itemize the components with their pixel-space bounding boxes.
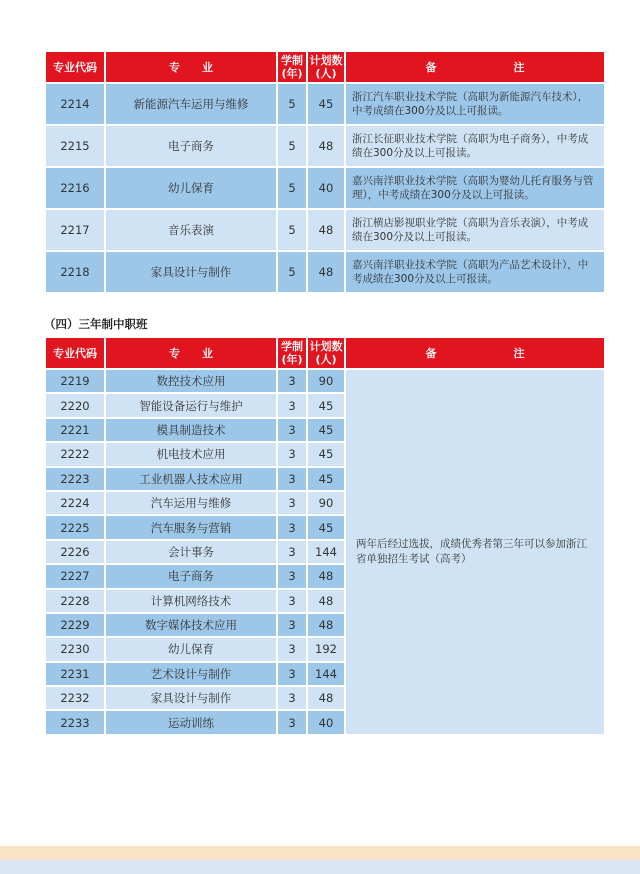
cell-duration: 5	[277, 167, 307, 209]
header-major: 专 业	[105, 337, 277, 369]
cell-major: 新能源汽车运用与维修	[105, 83, 277, 125]
table-row	[45, 125, 605, 167]
header-major: 专 业	[105, 51, 277, 83]
cell-duration: 3	[277, 686, 307, 710]
cell-plan: 40	[307, 710, 345, 734]
header-duration: 学制(年)	[277, 51, 307, 83]
cell-plan: 48	[307, 125, 345, 167]
cell-duration: 3	[277, 515, 307, 539]
cell-code: 2229	[45, 613, 105, 637]
table-header-row	[45, 337, 605, 369]
cell-note: 浙江长征职业技术学院（高职为电子商务），中考成绩在300分及以上可报读。	[345, 125, 605, 167]
footer-band-peach	[0, 846, 640, 860]
footer-band-blue	[0, 860, 640, 874]
cell-duration: 3	[277, 637, 307, 661]
cell-major: 机电技术应用	[105, 442, 277, 466]
cell-code: 2224	[45, 491, 105, 515]
cell-duration: 5	[277, 125, 307, 167]
cell-plan: 48	[307, 686, 345, 710]
cell-code: 2226	[45, 540, 105, 564]
cell-plan: 40	[307, 167, 345, 209]
cell-duration: 3	[277, 467, 307, 491]
table-header-row	[45, 51, 605, 83]
cell-code: 2232	[45, 686, 105, 710]
cell-note: 浙江汽车职业技术学院（高职为新能源汽车技术），中考成绩在300分及以上可报读。	[345, 83, 605, 125]
five-year-program-table	[44, 50, 606, 294]
cell-duration: 3	[277, 662, 307, 686]
cell-plan: 144	[307, 662, 345, 686]
cell-plan: 45	[307, 393, 345, 417]
cell-duration: 3	[277, 393, 307, 417]
header-plan: 计划数(人)	[307, 51, 345, 83]
cell-duration: 3	[277, 540, 307, 564]
cell-major: 幼儿保育	[105, 167, 277, 209]
cell-code: 2216	[45, 167, 105, 209]
merged-note-cell: 两年后经过选拔，成绩优秀者第三年可以参加浙江省单独招生考试（高考）	[345, 369, 605, 735]
cell-code: 2217	[45, 209, 105, 251]
cell-duration: 3	[277, 613, 307, 637]
cell-code: 2220	[45, 393, 105, 417]
cell-major: 计算机网络技术	[105, 589, 277, 613]
table-row	[45, 209, 605, 251]
cell-duration: 5	[277, 251, 307, 293]
cell-plan: 48	[307, 209, 345, 251]
cell-major: 音乐表演	[105, 209, 277, 251]
header-code: 专业代码	[45, 51, 105, 83]
cell-plan: 192	[307, 637, 345, 661]
cell-duration: 3	[277, 418, 307, 442]
cell-duration: 3	[277, 710, 307, 734]
cell-plan: 45	[307, 83, 345, 125]
cell-major: 汽车运用与维修	[105, 491, 277, 515]
cell-major: 工业机器人技术应用	[105, 467, 277, 491]
cell-duration: 3	[277, 564, 307, 588]
cell-plan: 90	[307, 491, 345, 515]
table-row	[45, 83, 605, 125]
cell-major: 电子商务	[105, 564, 277, 588]
cell-note: 浙江横店影视职业学院（高职为音乐表演），中考成绩在300分及以上可报读。	[345, 209, 605, 251]
cell-plan: 45	[307, 467, 345, 491]
three-year-program-table	[44, 336, 606, 736]
cell-major: 家具设计与制作	[105, 251, 277, 293]
cell-duration: 3	[277, 442, 307, 466]
header-note: 备 注	[345, 51, 605, 83]
cell-code: 2225	[45, 515, 105, 539]
cell-major: 模具制造技术	[105, 418, 277, 442]
cell-code: 2230	[45, 637, 105, 661]
cell-code: 2231	[45, 662, 105, 686]
cell-note: 嘉兴南洋职业技术学院（高职为婴幼儿托育服务与管理），中考成绩在300分及以上可报读。	[345, 167, 605, 209]
cell-code: 2218	[45, 251, 105, 293]
cell-duration: 3	[277, 369, 307, 393]
table-row	[45, 251, 605, 293]
cell-plan: 45	[307, 442, 345, 466]
cell-code: 2215	[45, 125, 105, 167]
cell-major: 幼儿保育	[105, 637, 277, 661]
cell-major: 运动训练	[105, 710, 277, 734]
cell-duration: 3	[277, 491, 307, 515]
cell-duration: 3	[277, 589, 307, 613]
cell-duration: 5	[277, 83, 307, 125]
cell-code: 2221	[45, 418, 105, 442]
cell-major: 电子商务	[105, 125, 277, 167]
cell-duration: 5	[277, 209, 307, 251]
cell-plan: 90	[307, 369, 345, 393]
cell-major: 艺术设计与制作	[105, 662, 277, 686]
cell-major: 数控技术应用	[105, 369, 277, 393]
cell-code: 2223	[45, 467, 105, 491]
cell-plan: 48	[307, 251, 345, 293]
header-note: 备 注	[345, 337, 605, 369]
cell-plan: 48	[307, 564, 345, 588]
cell-code: 2228	[45, 589, 105, 613]
cell-major: 会计事务	[105, 540, 277, 564]
cell-note: 嘉兴南洋职业技术学院（高职为产品艺术设计），中考成绩在300分及以上可报读。	[345, 251, 605, 293]
cell-code: 2233	[45, 710, 105, 734]
cell-major: 汽车服务与营销	[105, 515, 277, 539]
cell-major: 智能设备运行与维护	[105, 393, 277, 417]
cell-code: 2214	[45, 83, 105, 125]
cell-plan: 45	[307, 418, 345, 442]
cell-major: 数字媒体技术应用	[105, 613, 277, 637]
cell-plan: 45	[307, 515, 345, 539]
cell-code: 2222	[45, 442, 105, 466]
cell-code: 2219	[45, 369, 105, 393]
cell-plan: 48	[307, 613, 345, 637]
header-code: 专业代码	[45, 337, 105, 369]
table-row	[45, 369, 605, 393]
table-row	[45, 167, 605, 209]
section-title: （四）三年制中职班	[44, 317, 148, 331]
header-plan: 计划数(人)	[307, 337, 345, 369]
cell-code: 2227	[45, 564, 105, 588]
header-duration: 学制(年)	[277, 337, 307, 369]
cell-major: 家具设计与制作	[105, 686, 277, 710]
cell-plan: 48	[307, 589, 345, 613]
cell-plan: 144	[307, 540, 345, 564]
